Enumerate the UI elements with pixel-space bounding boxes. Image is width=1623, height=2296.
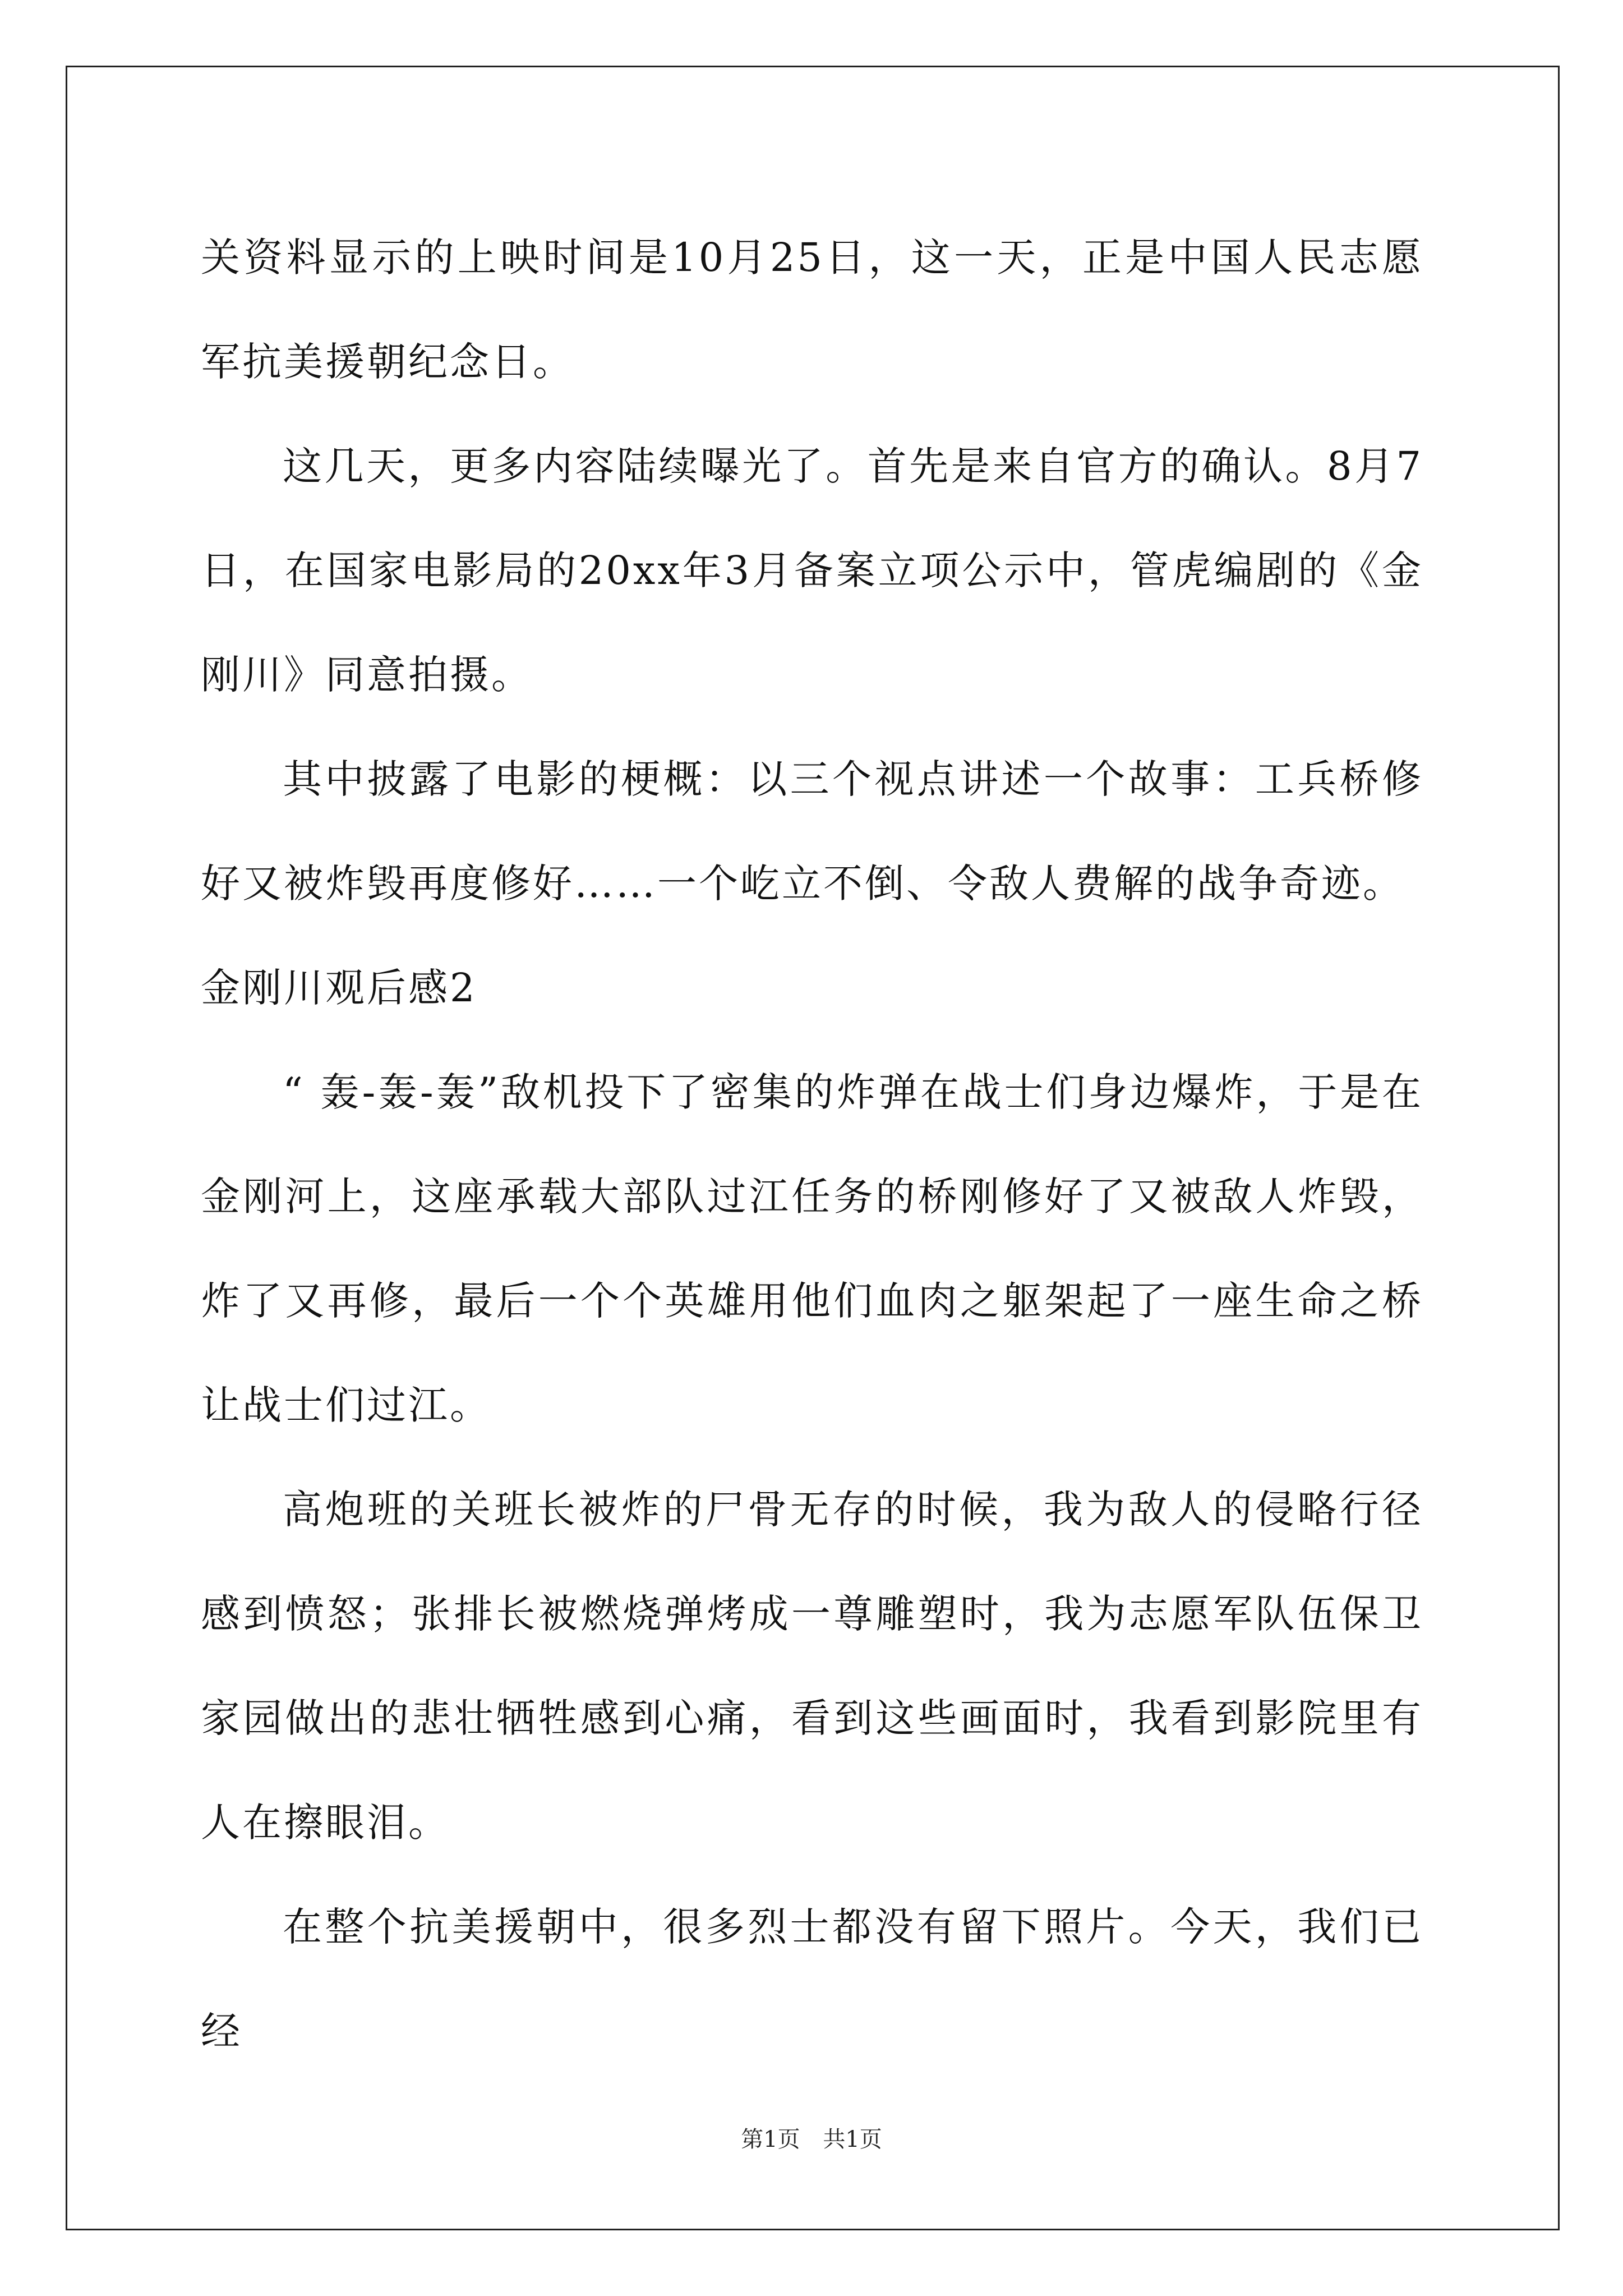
document-body [201,205,1423,2083]
page-number: 第1页 [741,2127,800,2152]
section-heading: 金刚川观后感2 [201,965,477,1011]
paragraph-3: 其中披露了电影的梗概：以三个视点讲述一个故事：工兵桥修好又被炸毁再度修好……一个屹立不倒、令敌人费解的战争奇迹。 [201,756,1423,907]
paragraph-6: 在整个抗美援朝中，很多烈士都没有留下照片。今天，我们已经 [201,1904,1423,2054]
paragraph-2: 这几天，更多内容陆续曝光了。首先是来自官方的确认。8月7日，在国家电影局的20xx年3月备案立项公示中，管虎编剧的《金刚川》同意拍摄。 [201,443,1423,698]
paragraph-5: 高炮班的关班长被炸的尸骨无存的时候，我为敌人的侵略行径感到愤怒；张排长被燃烧弹烤成一尊雕塑时，我为志愿军队伍保卫家园做出的悲壮牺牲感到心痛，看到这些画面时，我看到影院里有人在擦眼泪。 [201,1487,1423,1846]
page-footer [0,2123,1623,2156]
paragraph-1: 关资料显示的上映时间是10月25日，这一天，正是中国人民志愿军抗美援朝纪念日。 [201,234,1423,385]
paragraph-4: “ 轰-轰-轰”敌机投下了密集的炸弹在战士们身边爆炸，于是在金刚河上，这座承载大部队过江任务的桥刚修好了又被敌人炸毁，炸了又再修，最后一个个英雄用他们血肉之躯架起了一座生命之桥让战士们过江。 [201,1069,1423,1428]
page-total: 共1页 [823,2127,882,2152]
